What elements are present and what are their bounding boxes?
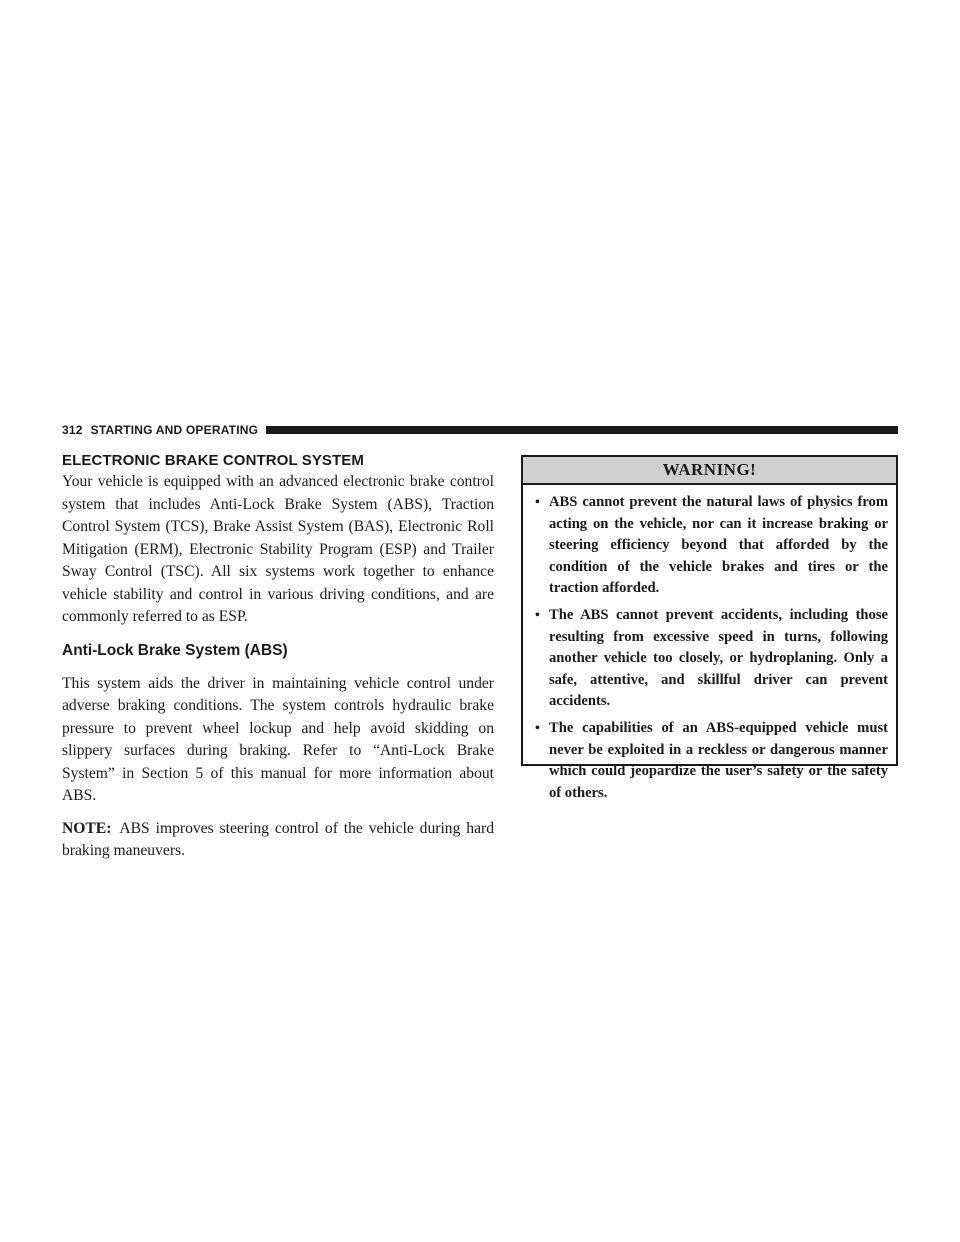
- warning-item: [535, 718, 888, 804]
- warning-item: [535, 605, 888, 713]
- bullet-icon: •: [535, 495, 540, 510]
- header-rule: [266, 426, 898, 434]
- section-title: STARTING AND OPERATING: [90, 423, 259, 437]
- warning-item-text: The capabilities of an ABS-equipped vehicle must never be exploited in a reckless or dangerous manner which could jeopardize the user’s safety or the safety of others.: [549, 719, 888, 801]
- intro-paragraph: Your vehicle is equipped with an advanced electronic brake control system that includes Anti-Lock Brake System (ABS), Traction Control System (TCS), Brake Assist System (BAS), Electronic Roll Mitigation (ERM), Electronic Stability Program (ESP) and Trailer Sway Control (TSC). All six systems work together to enhance vehicle stability and control in various driving conditions, and are commonly referred to as ESP.: [62, 473, 494, 625]
- note-label: NOTE:: [62, 819, 112, 837]
- abs-subheading: Anti-Lock Brake System (ABS): [62, 641, 288, 659]
- warning-title: WARNING!: [523, 457, 896, 485]
- main-column: [62, 451, 494, 863]
- section-heading: ELECTRONIC BRAKE CONTROL SYSTEM: [62, 452, 365, 469]
- warning-item-text: ABS cannot prevent the natural laws of physics from acting on the vehicle, nor can it increase braking or steering efficiency beyond that afforded by the condition of the vehicle brakes and tires or the traction afforded.: [549, 494, 888, 597]
- warning-item-text: The ABS cannot prevent accidents, including those resulting from excessive speed in turns, following another vehicle too closely, or hydroplaning. Only a safe, attentive, and skillful driver can prevent accidents.: [549, 606, 888, 710]
- abs-paragraph: This system aids the driver in maintaining vehicle control under adverse braking conditions. The system controls hydraulic brake pressure to prevent wheel lockup and help avoid skidding on slippery surfaces during braking. Refer to “Anti-Lock Brake System” in Section 5 of this manual for more information about ABS.: [62, 674, 494, 804]
- bullet-icon: •: [535, 607, 540, 623]
- warning-item: [535, 492, 888, 600]
- page-number: 312: [62, 423, 83, 437]
- warning-box: [521, 455, 898, 801]
- page-header: [62, 423, 898, 437]
- note-text: ABS improves steering control of the vehicle during hard braking maneuvers.: [62, 819, 494, 859]
- bullet-icon: •: [535, 720, 540, 736]
- warning-list: [523, 485, 896, 804]
- note-paragraph: [62, 818, 494, 863]
